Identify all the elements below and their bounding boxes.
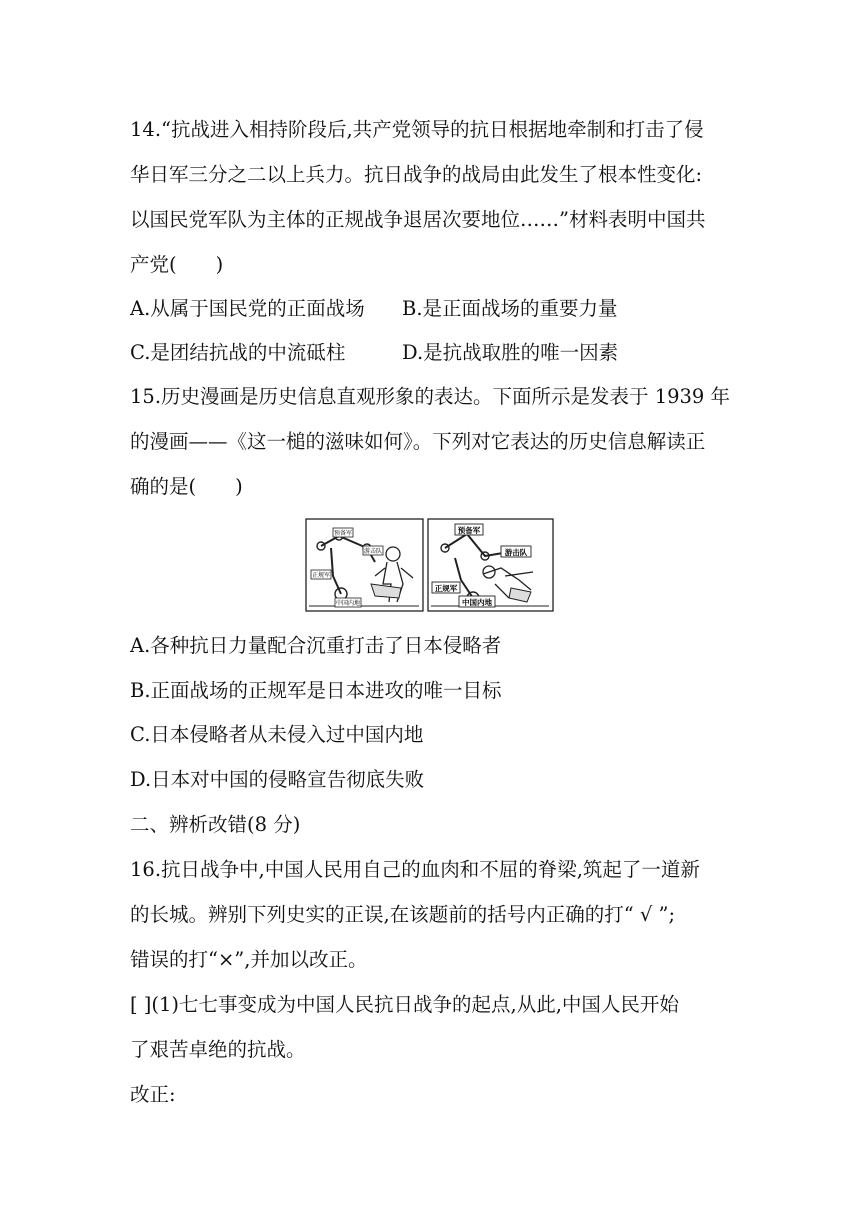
- q15-option-c: C.日本侵略者从未侵入过中国内地: [130, 723, 424, 746]
- cartoon-left-label-interior: 中国内地: [335, 600, 361, 607]
- cartoon-right-label-interior: 中国内地: [462, 598, 492, 607]
- q14-option-b: B.是正面战场的重要力量: [402, 297, 618, 320]
- q16-item1-line-1: [ ](1)七七事变成为中国人民抗日战争的起点,从此,中国人民开始: [130, 993, 679, 1016]
- q16-stem-line-2: 的长城。辨别下列史实的正误,在该题前的括号内正确的打“ √ ”;: [130, 903, 676, 926]
- q15-stem-line-3: 确的是( ): [130, 475, 243, 498]
- q14-stem-line-4: 产党( ): [130, 253, 224, 276]
- q16-item1-line-2: 了艰苦卓绝的抗战。: [130, 1038, 306, 1061]
- q14-stem-line-1: 14.“抗战进入相持阶段后,共产党领导的抗日根据地牵制和打击了侵: [130, 118, 704, 141]
- q16-stem-line-1: 16.抗日战争中,中国人民用自己的血肉和不屈的脊梁,筑起了一道新: [130, 858, 700, 881]
- cartoon-left-label-reserve: 预备军: [333, 530, 353, 537]
- q16-stem-line-3: 错误的打“×”,并加以改正。: [130, 948, 368, 971]
- q15-stem-line-1: 15.历史漫画是历史信息直观形象的表达。下面所示是发表于 1939 年: [130, 385, 731, 408]
- section-heading: 二、辨析改错(8 分): [130, 813, 301, 836]
- cartoon-panel-right: [428, 519, 553, 611]
- q14-option-a: A.从属于国民党的正面战场: [130, 297, 365, 320]
- history-cartoon: [305, 518, 555, 612]
- cartoon-right-label-guerrilla: 游击队: [504, 548, 528, 557]
- cartoon-right-label-regular: 正规军: [434, 584, 458, 593]
- q15-option-a: A.各种抗日力量配合沉重打击了日本侵略者: [130, 634, 502, 657]
- q14-option-c: C.是团结抗战的中流砥柱: [130, 341, 346, 364]
- q14-stem-line-2: 华日军三分之二以上兵力。抗日战争的战局由此发生了根本性变化:: [130, 163, 703, 186]
- cartoon-panel-left: [306, 519, 423, 611]
- cartoon-left-label-guerrilla: 游击队: [363, 548, 383, 555]
- q16-correction-label: 改正:: [130, 1083, 176, 1106]
- q14-stem-line-3: 以国民党军队为主体的正规战争退居次要地位……”材料表明中国共: [130, 208, 706, 231]
- cartoon-left-label-regular: 正规军: [311, 572, 331, 579]
- q15-option-b: B.正面战场的正规军是日本进攻的唯一目标: [130, 679, 502, 702]
- q15-option-d: D.日本对中国的侵略宣告彻底失败: [130, 768, 425, 791]
- q14-option-d: D.是抗战取胜的唯一因素: [402, 341, 619, 364]
- q15-stem-line-2: 的漫画——《这一槌的滋味如何》。下列对它表达的历史信息解读正: [130, 430, 706, 453]
- cartoon-right-label-reserve: 预备军: [457, 526, 481, 535]
